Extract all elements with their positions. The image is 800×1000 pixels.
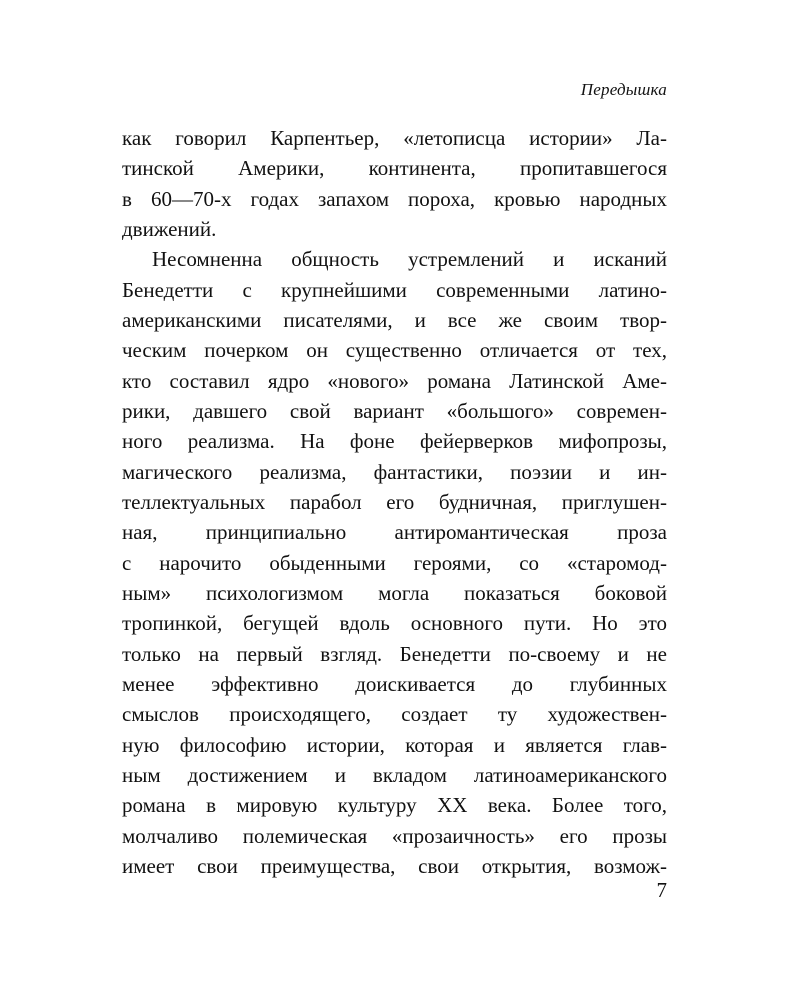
text-line: молчаливо полемическая «прозаичность» его прозы xyxy=(122,823,667,848)
text-line: рики, давшего свой вариант «большого» современ- xyxy=(122,398,667,423)
text-line: тропинкой, бегущей вдоль основного пути. Но это xyxy=(122,611,667,636)
text-line: ным достижением и вкладом латиноамериканского xyxy=(122,762,667,787)
text-line: ного реализма. На фоне фейерверков мифопрозы, xyxy=(122,429,667,454)
paragraph-first-line: Несомненна общность устремлений и исканий xyxy=(152,247,667,272)
text-line: с нарочито обыденными героями, со «старомод- xyxy=(122,550,667,575)
text-line: ную философию истории, которая и является глав- xyxy=(122,732,667,757)
text-line: кто составил ядро «нового» романа Латинской Аме- xyxy=(122,368,667,393)
text-line: только на первый взгляд. Бенедетти по-своему и не xyxy=(122,641,667,666)
text-line: тинской Америки, континента, пропитавшегося xyxy=(122,156,667,181)
body-text xyxy=(122,123,667,881)
text-line: магического реализма, фантастики, поэзии и ин- xyxy=(122,459,667,484)
text-line: имеет свои преимущества, свои открытия, возмож- xyxy=(122,853,667,878)
text-line: в 60—70-х годах запахом пороха, кровью народных xyxy=(122,186,667,211)
page-number: 7 xyxy=(656,878,667,902)
text-line: теллектуальных парабол его будничная, приглушен- xyxy=(122,489,667,514)
text-line: смыслов происходящего, создает ту художествен- xyxy=(122,702,667,727)
text-line: романа в мировую культуру XX века. Более того, xyxy=(122,793,667,818)
running-header-title: Передышка xyxy=(580,80,667,99)
text-line: движений. xyxy=(122,216,217,241)
text-line: Бенедетти с крупнейшими современными латино- xyxy=(122,277,667,302)
text-line: как говорил Карпентьер, «летописца истории» Ла- xyxy=(122,126,667,150)
text-line: ная, принципиально антиромантическая проза xyxy=(122,520,667,545)
text-line: ным» психологизмом могла показаться боковой xyxy=(122,580,667,605)
text-line: ческим почерком он существенно отличается от тех, xyxy=(122,338,667,363)
text-line: американскими писателями, и все же своим твор- xyxy=(122,307,667,332)
text-line: менее эффективно доискивается до глубинных xyxy=(122,671,667,696)
